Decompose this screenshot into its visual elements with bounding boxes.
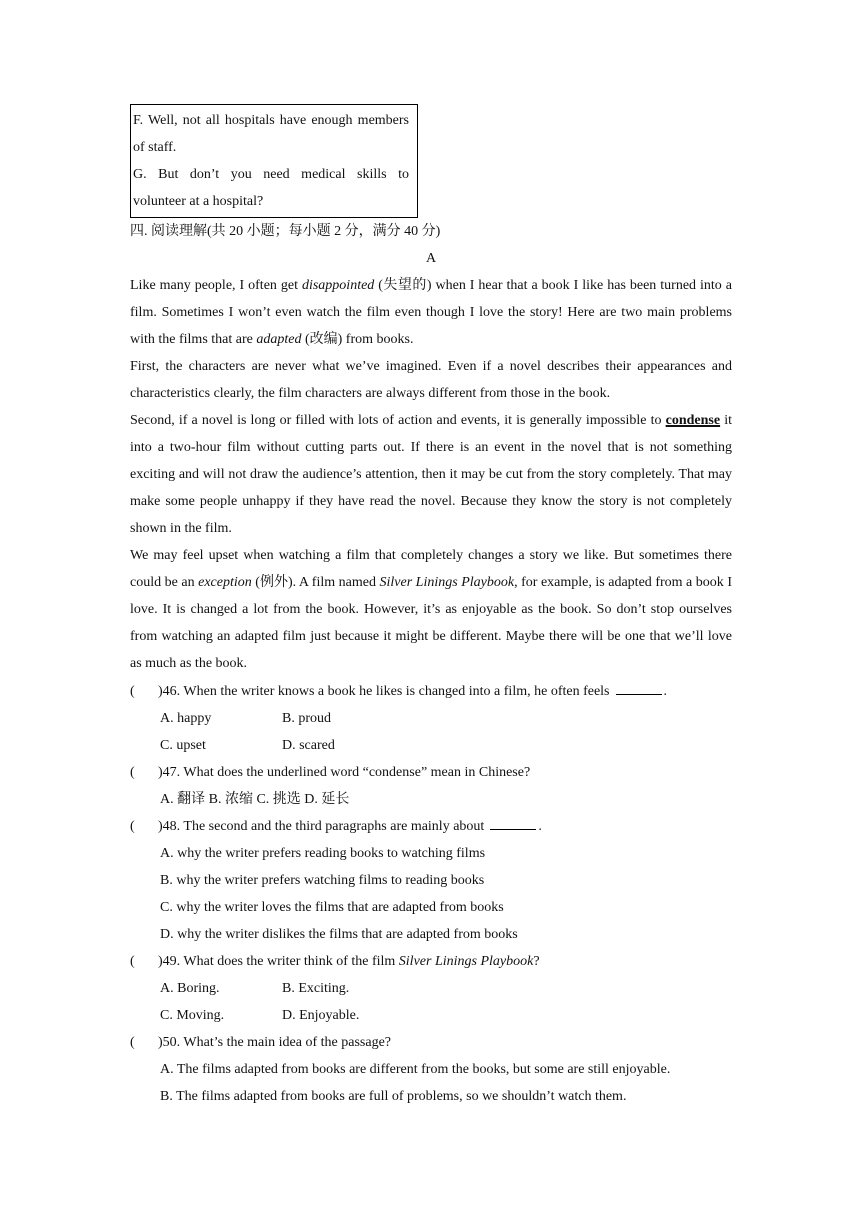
q49-option-a: A. Boring.: [160, 981, 220, 996]
word-disappointed: disappointed: [301, 278, 375, 293]
answer-blank: [616, 680, 662, 695]
q46-option-a: A. happy: [160, 711, 212, 726]
paragraph-2: First, the characters are never what we’ve imagined. Even if a novel describes their appearances and characteristics clearly, the film characters are always different from those in the book.: [130, 359, 732, 401]
answer-blank: [490, 815, 536, 830]
option-g: G. But don’t you need medical skills to volunteer at a hospital?: [133, 167, 409, 209]
passage: [130, 272, 732, 677]
paragraph-1: Like many people, I often get disappointed (失望的) when I hear that a book I like has been turned into a film. Sometimes I won’t even watch the film even though I love the story! Here are two main problems with the films that are adapted (改编) from books.: [130, 278, 732, 347]
q48-option-b: B. why the writer prefers watching films to reading books: [160, 873, 485, 888]
q46-option-d: D. scared: [282, 738, 335, 753]
q48-option-a: A. why the writer prefers reading books to watching films: [160, 846, 486, 861]
question-50: ( )50. What’s the main idea of the passage?: [130, 1035, 391, 1050]
film-title: Silver Linings Playbook: [379, 575, 515, 590]
question-48: ( )48. The second and the third paragraphs are mainly about .: [130, 813, 732, 840]
question-47: ( )47. What does the underlined word “condense” mean in Chinese?: [130, 765, 531, 780]
q49-option-d: D. Enjoyable.: [282, 1008, 360, 1023]
q48-option-d: D. why the writer dislikes the films that are adapted from books: [160, 927, 518, 942]
section-title: 四. 阅读理解(共 20 小题；每小题 2 分，满分 40 分): [130, 224, 441, 239]
q49-option-b: B. Exciting.: [282, 981, 350, 996]
q48-option-c: C. why the writer loves the films that are adapted from books: [160, 900, 504, 915]
passage-label: A: [425, 251, 437, 266]
q50-option-b: B. The films adapted from books are full of problems, so we shouldn’t watch them.: [160, 1089, 627, 1104]
q47-options: A. 翻译 B. 浓缩 C. 挑选 D. 延长: [160, 792, 350, 807]
word-condense: condense: [665, 413, 721, 428]
q49-option-c: C. Moving.: [160, 1008, 225, 1023]
question-49: ( )49. What does the writer think of the film Silver Linings Playbook?: [130, 954, 540, 969]
word-exception: exception: [198, 575, 252, 590]
paragraph-3: Second, if a novel is long or filled with lots of action and events, it is generally impossible to condense it into a two-hour film without cutting parts out. If there is an event in the novel that is not something exciting and will not draw the audience’s attention, then it may be cut from the story completely. That may make some people unhappy if they have read the novel. Because they know the story is not completely shown in the film.: [130, 413, 732, 536]
question-46: ( )46. When the writer knows a book he likes is changed into a film, he often feels .: [130, 678, 732, 705]
q46-option-b: B. proud: [282, 711, 331, 726]
q46-option-c: C. upset: [160, 738, 206, 753]
option-f: F. Well, not all hospitals have enough members of staff.: [133, 113, 409, 155]
q50-option-a: A. The films adapted from books are different from the books, but some are still enjoyable.: [160, 1062, 671, 1077]
paragraph-4: We may feel upset when watching a film that completely changes a story we like. But sometimes there could be an exception (例外). A film named Silver Linings Playbook, for example, is adapted from a book I love. It is changed a lot from the book. However, it’s as enjoyable as the book. So don’t stop ourselves from watching an adapted film just because it might be different. Maybe there will be one that we’ll love as much as the book.: [130, 548, 732, 671]
word-adapted: adapted: [256, 332, 302, 347]
options-box: [130, 104, 418, 218]
